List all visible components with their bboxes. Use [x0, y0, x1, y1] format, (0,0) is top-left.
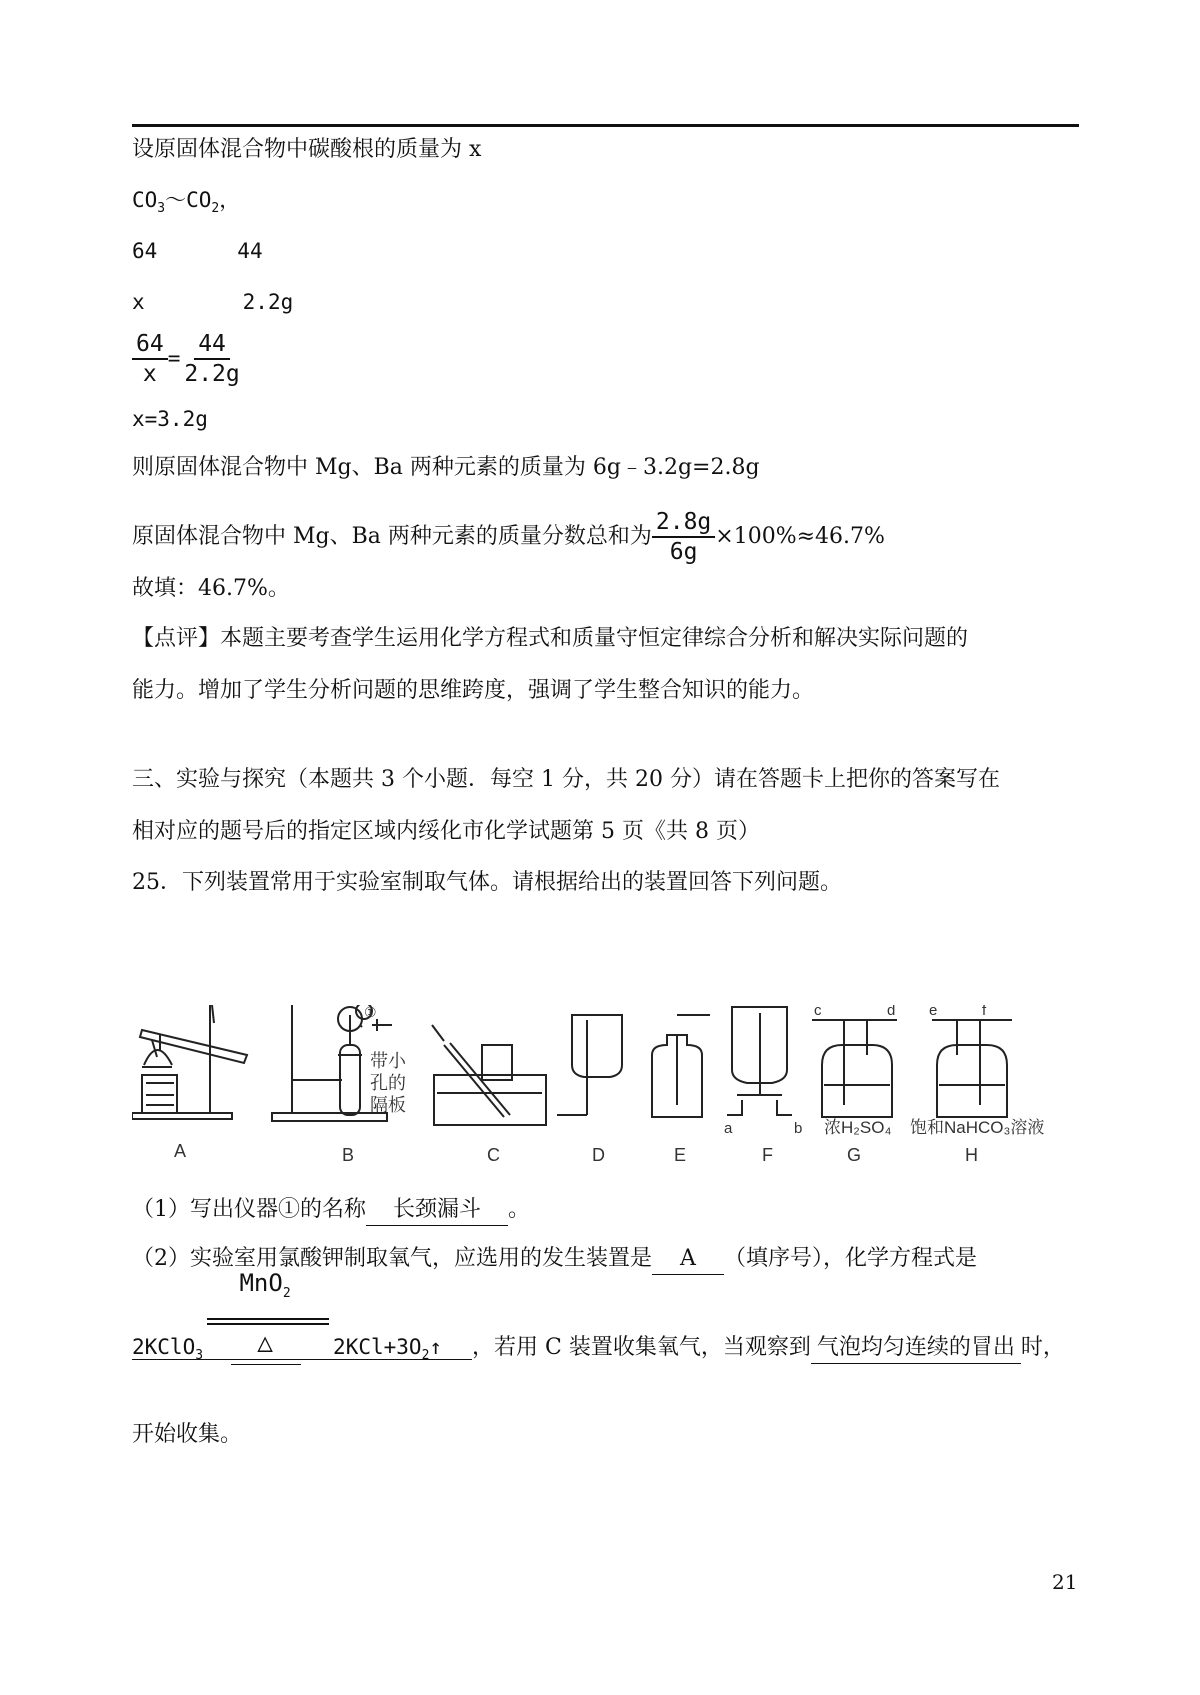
apparatus-h-icon: [932, 1020, 1012, 1117]
reaction-condition: MnO$_2$ △: [203, 1330, 333, 1354]
review-line-2: 能力。增加了学生分析问题的思维跨度，强调了学生整合知识的能力。: [132, 678, 815, 703]
apparatus-g-icon: [812, 1020, 897, 1117]
page-number: 21: [1052, 1570, 1078, 1594]
fraction-right: $\frac{44}{2.2g}$: [184, 331, 240, 387]
percent-line: 原固体混合物中 Mg、Ba 两种元素的质量分数总和为 $\frac{2.8g}{6g}$ ×100%≈46.7%: [132, 509, 885, 565]
q2-answer: A: [652, 1244, 724, 1275]
label-d: D: [592, 1145, 605, 1165]
q1-line: （1）写出仪器①的名称 长颈漏斗 。: [132, 1195, 530, 1226]
apparatus-e-icon: [652, 1015, 710, 1117]
section-heading-2: 相对应的题号后的指定区域内绥化市化学试题第 5 页《共 8 页）: [132, 819, 760, 844]
result-line: x=3.2g: [132, 407, 208, 431]
label-h: H: [965, 1145, 978, 1165]
fraction-percent: $\frac{2.8g}{6g}$: [652, 508, 715, 566]
label-e: E: [674, 1145, 687, 1165]
equation-line: 2KClO$_3$ MnO$_2$ △ $2KCl+3O_2↑$ ，若用 C 装置收集氧气，当观察到 气泡均匀连续的冒出 时，: [132, 1269, 1065, 1364]
fill-answer: 故填：46.7%。: [132, 576, 290, 601]
proportion-equation: $\frac{64}{x}$ = $\frac{44}{2.2g}$: [132, 330, 244, 388]
label-a: A: [174, 1141, 187, 1161]
label-b: B: [342, 1145, 355, 1165]
q2-line: （2）实验室用氯酸钾制取氧气，应选用的发生装置是 A （填序号），化学方程式是: [132, 1244, 977, 1275]
header-rule: [132, 124, 1079, 127]
question-stem: 25．下列装置常用于实验室制取气体。请根据给出的装置回答下列问题。: [132, 870, 842, 895]
label-c: C: [487, 1145, 500, 1165]
fraction-left: $\frac{64}{x}$: [132, 330, 168, 388]
chemical-equation: 2KClO$_3$ MnO$_2$ △ $2KCl+3O_2↑$: [132, 1335, 472, 1360]
h-liquid-label: 饱和NaHCO₃溶液: [910, 1118, 1045, 1137]
plate-label-3: 隔板: [370, 1095, 406, 1115]
apparatus-d-icon: [557, 1015, 622, 1115]
review-line-1: 【点评】本题主要考查学生运用化学方程式和质量守恒定律综合分析和解决实际问题的: [132, 626, 969, 651]
port-b: b: [794, 1120, 803, 1137]
molar-ratio-row: 64 44: [132, 239, 263, 263]
q2-tail: 开始收集。: [132, 1422, 243, 1447]
label-circled-one: ①: [364, 1005, 377, 1020]
q2-answer-2: 气泡均匀连续的冒出: [811, 1333, 1021, 1364]
label-f: F: [762, 1145, 773, 1165]
unknown-row: x 2.2g: [132, 290, 294, 314]
port-d: d: [887, 1005, 896, 1019]
port-a: a: [724, 1120, 733, 1137]
plate-label-2: 孔的: [370, 1073, 406, 1093]
apparatus-c-icon: [432, 1025, 546, 1125]
port-c: c: [814, 1005, 822, 1019]
port-e: e: [929, 1005, 938, 1019]
mass-line: 则原固体混合物中 Mg、Ba 两种元素的质量为 6g﹣3.2g=2.8g: [132, 455, 760, 480]
apparatus-f-icon: [727, 1007, 792, 1115]
label-g: G: [847, 1145, 862, 1165]
g-liquid-label: 浓H₂SO₄: [824, 1118, 892, 1137]
apparatus-figure: [132, 1005, 1072, 1165]
solution-intro: 设原固体混合物中碳酸根的质量为 x: [132, 137, 482, 162]
q1-answer: 长颈漏斗: [366, 1195, 508, 1226]
apparatus-a-icon: [132, 1005, 247, 1119]
relation-line: $CO_3\sim CO_2$，: [132, 188, 241, 217]
port-f: f: [982, 1005, 987, 1019]
section-heading-1: 三、实验与探究（本题共 3 个小题．每空 1 分，共 20 分）请在答题卡上把你的答案写在: [132, 767, 1000, 792]
plate-label-1: 带小: [370, 1051, 406, 1071]
